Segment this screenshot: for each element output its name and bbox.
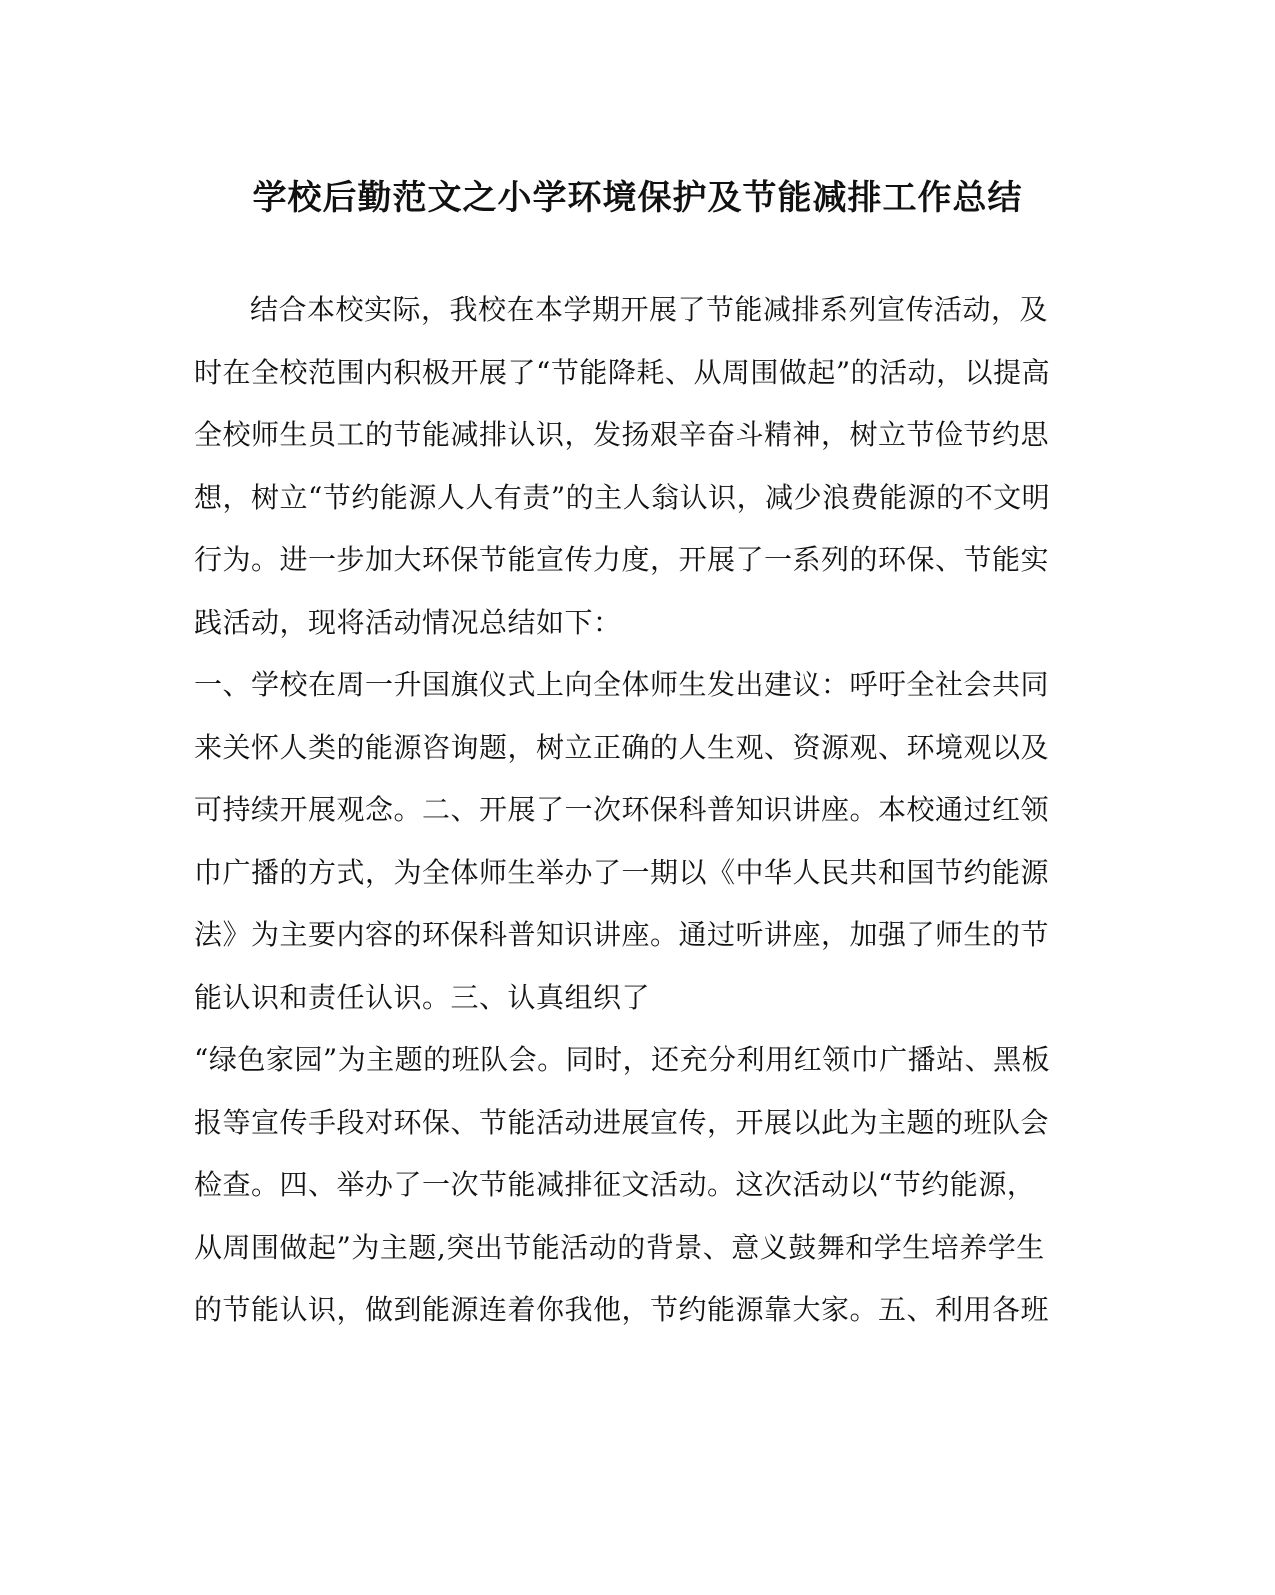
- body-line: 全校师生员工的节能减排认识，发扬艰辛奋斗精神，树立节俭节约思: [194, 418, 1050, 451]
- document-body: [194, 286, 1054, 1349]
- document-title: 学校后勤范文之小学环境保护及节能减排工作总结: [252, 178, 1023, 218]
- body-line: 行为。进一步加大环保节能宣传力度，开展了一系列的环保、节能实: [194, 543, 1050, 576]
- body-line: 一、学校在周一升国旗仪式上向全体师生发出建议：呼吁全社会共同: [194, 668, 1050, 701]
- body-line: 时在全校范围内积极开展了“节能降耗、从周围做起”的活动，以提高: [194, 355, 1051, 389]
- body-line: 法》为主要内容的环保科普知识讲座。通过听讲座，加强了师生的节: [194, 918, 1050, 951]
- body-line: 能认识和责任认识。三、认真组织了: [194, 980, 651, 1014]
- body-line: “绿色家园”为主题的班队会。同时，还充分利用红领巾广播站、黑板: [194, 1043, 1051, 1076]
- body-line: 巾广播的方式，为全体师生举办了一期以《中华人民共和国节约能源: [194, 855, 1050, 889]
- body-line: 检查。四、举办了一次节能减排征文活动。这次活动以“节约能源，: [194, 1168, 1036, 1201]
- body-line: 结合本校实际，我校在本学期开展了节能减排系列宣传活动，及: [250, 293, 1049, 326]
- body-line: 来关怀人类的能源咨询题，树立正确的人生观、资源观、环境观以及: [194, 730, 1050, 764]
- body-line: 想，树立“节约能源人人有责”的主人翁认识，减少浪费能源的不文明: [194, 480, 1051, 514]
- body-line: 报等宣传手段对环保、节能活动进展宣传，开展以此为主题的班队会: [194, 1105, 1050, 1139]
- body-line: 践活动，现将活动情况总结如下：: [194, 605, 622, 639]
- body-line: 可持续开展观念。二、开展了一次环保科普知识讲座。本校通过红领: [194, 793, 1050, 826]
- body-line: 从周围做起”为主题,突出节能活动的背景、意义鼓舞和学生培养学生: [194, 1230, 1045, 1264]
- body-line: 的节能认识，做到能源连着你我他，节约能源靠大家。五、利用各班: [194, 1293, 1050, 1326]
